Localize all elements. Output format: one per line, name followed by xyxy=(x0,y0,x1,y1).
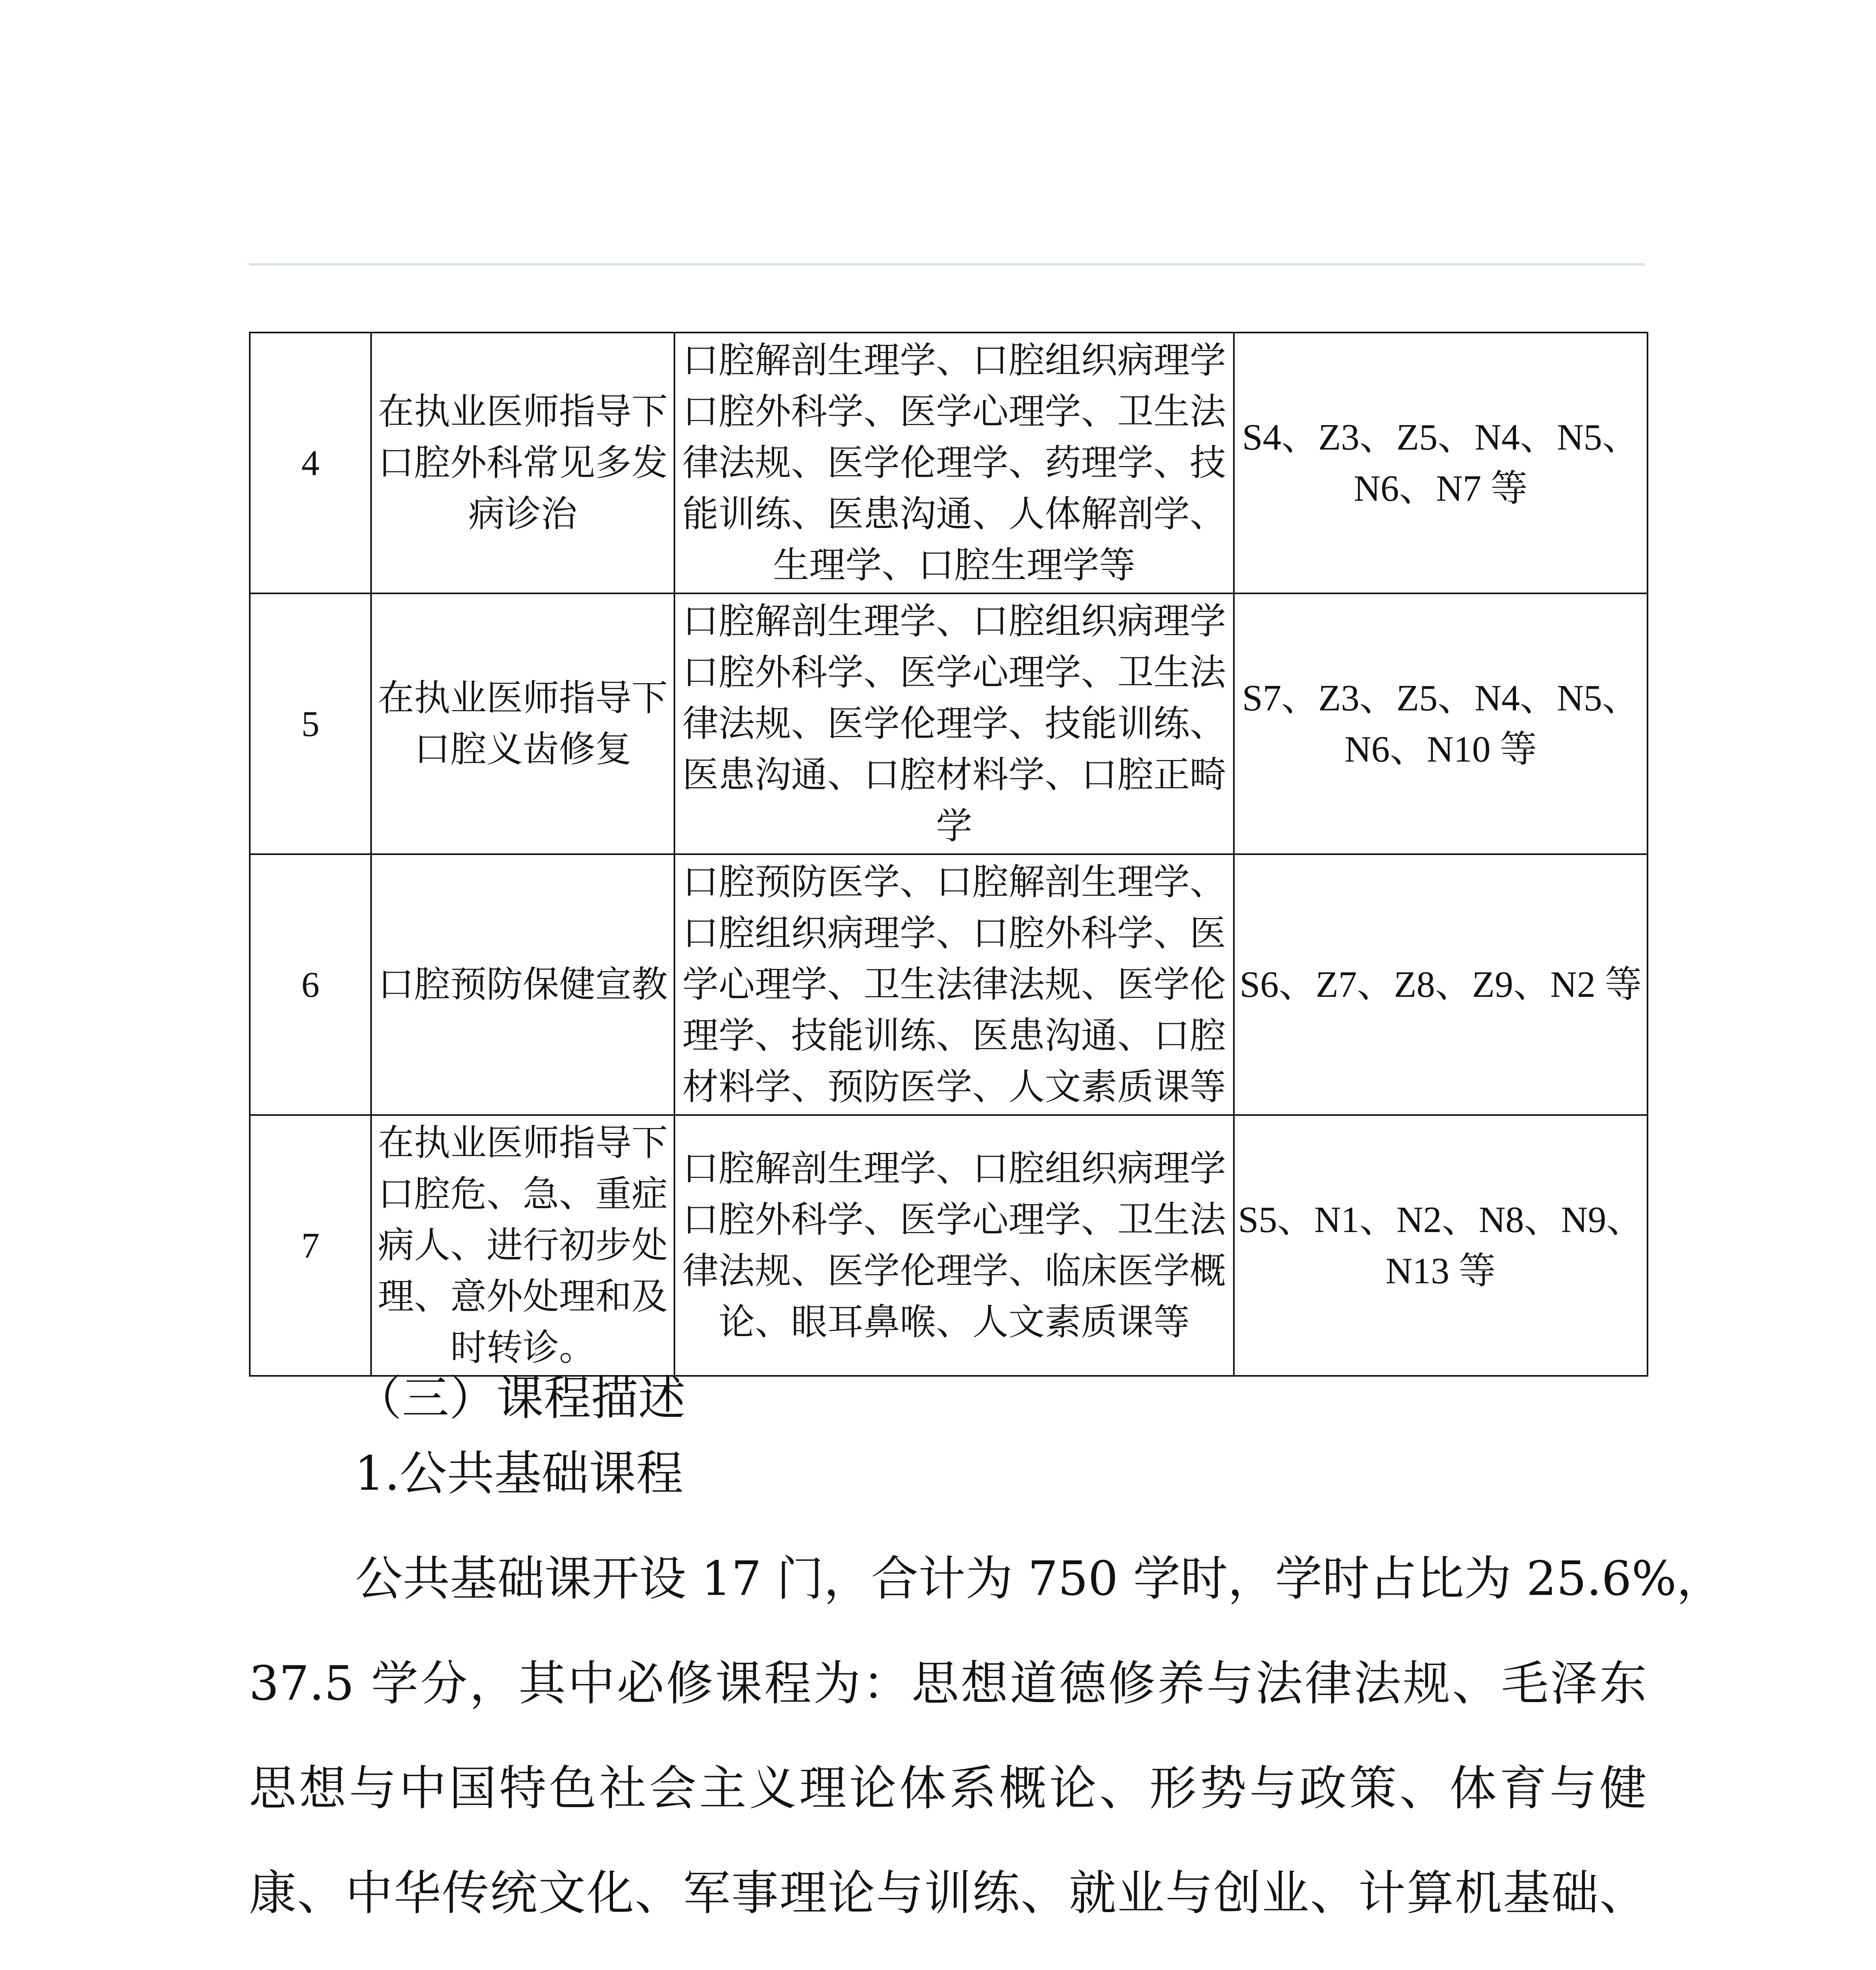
table-row xyxy=(250,333,1648,593)
work-task-cell xyxy=(371,333,674,593)
cell-line: 病诊治 xyxy=(468,493,577,535)
cell-line: 在执业医师指导下 xyxy=(377,390,668,433)
paragraph-line: 37.5 学分，其中必修课程为：思想道德修养与法律法规、毛泽东 xyxy=(249,1656,1647,1711)
cell-line: 学 xyxy=(936,805,972,847)
cell-line: 病人、进行初步处 xyxy=(377,1224,668,1266)
course-cell xyxy=(674,1115,1234,1376)
section-heading: （三）课程描述 xyxy=(355,1371,685,1426)
paragraph-public-courses xyxy=(249,1527,1724,1970)
ability-code-cell xyxy=(1234,854,1648,1115)
cell-line: 口腔解剖生理学、口腔组织病理学 xyxy=(682,339,1226,381)
work-task-cell xyxy=(371,854,674,1115)
cell-line: 口腔外科学、医学心理学、卫生法 xyxy=(682,1199,1226,1241)
row-number-cell: 6 xyxy=(250,854,371,1115)
cell-line: 口腔预防医学、口腔解剖生理学、 xyxy=(682,861,1226,903)
cell-line: 口腔预防保健宣教 xyxy=(377,963,668,1005)
cell-line: 口腔危、急、重症 xyxy=(377,1173,668,1215)
cell-line: 律法规、医学伦理学、药理学、技 xyxy=(682,442,1226,484)
row-number-cell: 5 xyxy=(250,593,371,854)
cell-line: 在执业医师指导下 xyxy=(377,677,668,719)
competency-course-table xyxy=(249,332,1648,1377)
cell-line: 理、意外处理和及 xyxy=(377,1275,668,1318)
cell-line: 生理学、口腔生理学等 xyxy=(773,544,1135,586)
row-number-cell: 4 xyxy=(250,333,371,593)
cell-line: S4、Z3、Z5、N4、N5、 xyxy=(1242,417,1639,458)
cell-line: N6、N10 等 xyxy=(1344,729,1537,770)
cell-line: 理学、技能训练、医患沟通、口腔 xyxy=(682,1015,1226,1057)
paragraph-line xyxy=(249,1946,1647,1970)
ability-code-cell xyxy=(1234,593,1648,854)
paragraph-line: 公共基础课开设 17 门，合计为 750 学时，学时占比为 25.6%， xyxy=(355,1552,1724,1606)
cell-line: 学心理学、卫生法律法规、医学伦 xyxy=(682,963,1226,1005)
cell-line: 口腔组织病理学、口腔外科学、医 xyxy=(682,912,1226,954)
cell-line: 时转诊。 xyxy=(450,1327,595,1369)
table-row xyxy=(250,593,1648,854)
row-number-cell: 7 xyxy=(250,1115,371,1376)
table-body xyxy=(250,333,1648,1376)
paragraph-line: 康、中华传统文化、军事理论与训练、就业与创业、计算机基础、 xyxy=(249,1866,1647,1921)
subsection-1-title xyxy=(355,1422,1647,1526)
work-task-cell xyxy=(371,593,674,854)
cell-line: 口腔外科学、医学心理学、卫生法 xyxy=(682,390,1226,433)
cell-line: 口腔外科学、医学心理学、卫生法 xyxy=(682,651,1226,693)
cell-line: 律法规、医学伦理学、技能训练、 xyxy=(682,703,1226,745)
cell-line: S6、Z7、Z8、Z9、N2 等 xyxy=(1239,964,1642,1005)
cell-line: S7、Z3、Z5、N4、N5、 xyxy=(1242,678,1639,719)
ability-code-cell xyxy=(1234,333,1648,593)
cell-line: 材料学、预防医学、人文素质课等 xyxy=(682,1066,1226,1108)
cell-line: 口腔解剖生理学、口腔组织病理学 xyxy=(682,1147,1226,1189)
cell-line: 律法规、医学伦理学、临床医学概 xyxy=(682,1250,1226,1292)
table-row xyxy=(250,854,1648,1115)
cell-line: S5、N1、N2、N8、N9、 xyxy=(1238,1199,1644,1240)
cell-line: N13 等 xyxy=(1386,1251,1496,1292)
cell-line: 能训练、医患沟通、人体解剖学、 xyxy=(682,493,1226,535)
course-cell xyxy=(674,333,1234,593)
work-task-cell xyxy=(371,1115,674,1376)
cell-line: 论、眼耳鼻喉、人文素质课等 xyxy=(718,1301,1190,1343)
cell-line: N6、N7 等 xyxy=(1354,468,1528,509)
cell-line: 医患沟通、口腔材料学、口腔正畸 xyxy=(682,754,1226,796)
paragraph-line: 思想与中国特色社会主义理论体系概论、形势与政策、体育与健 xyxy=(249,1761,1647,1816)
course-cell xyxy=(674,854,1234,1115)
cell-line: 在执业医师指导下 xyxy=(377,1122,668,1164)
cell-line: 口腔义齿修复 xyxy=(414,728,632,770)
header-rule xyxy=(249,263,1645,266)
table-row xyxy=(250,1115,1648,1376)
cell-line: 口腔外科常见多发 xyxy=(377,442,668,484)
ability-code-cell xyxy=(1234,1115,1648,1376)
cell-line: 口腔解剖生理学、口腔组织病理学 xyxy=(682,600,1226,642)
subsection-1-title-text: 1.公共基础课程 xyxy=(355,1446,684,1501)
course-cell xyxy=(674,593,1234,854)
